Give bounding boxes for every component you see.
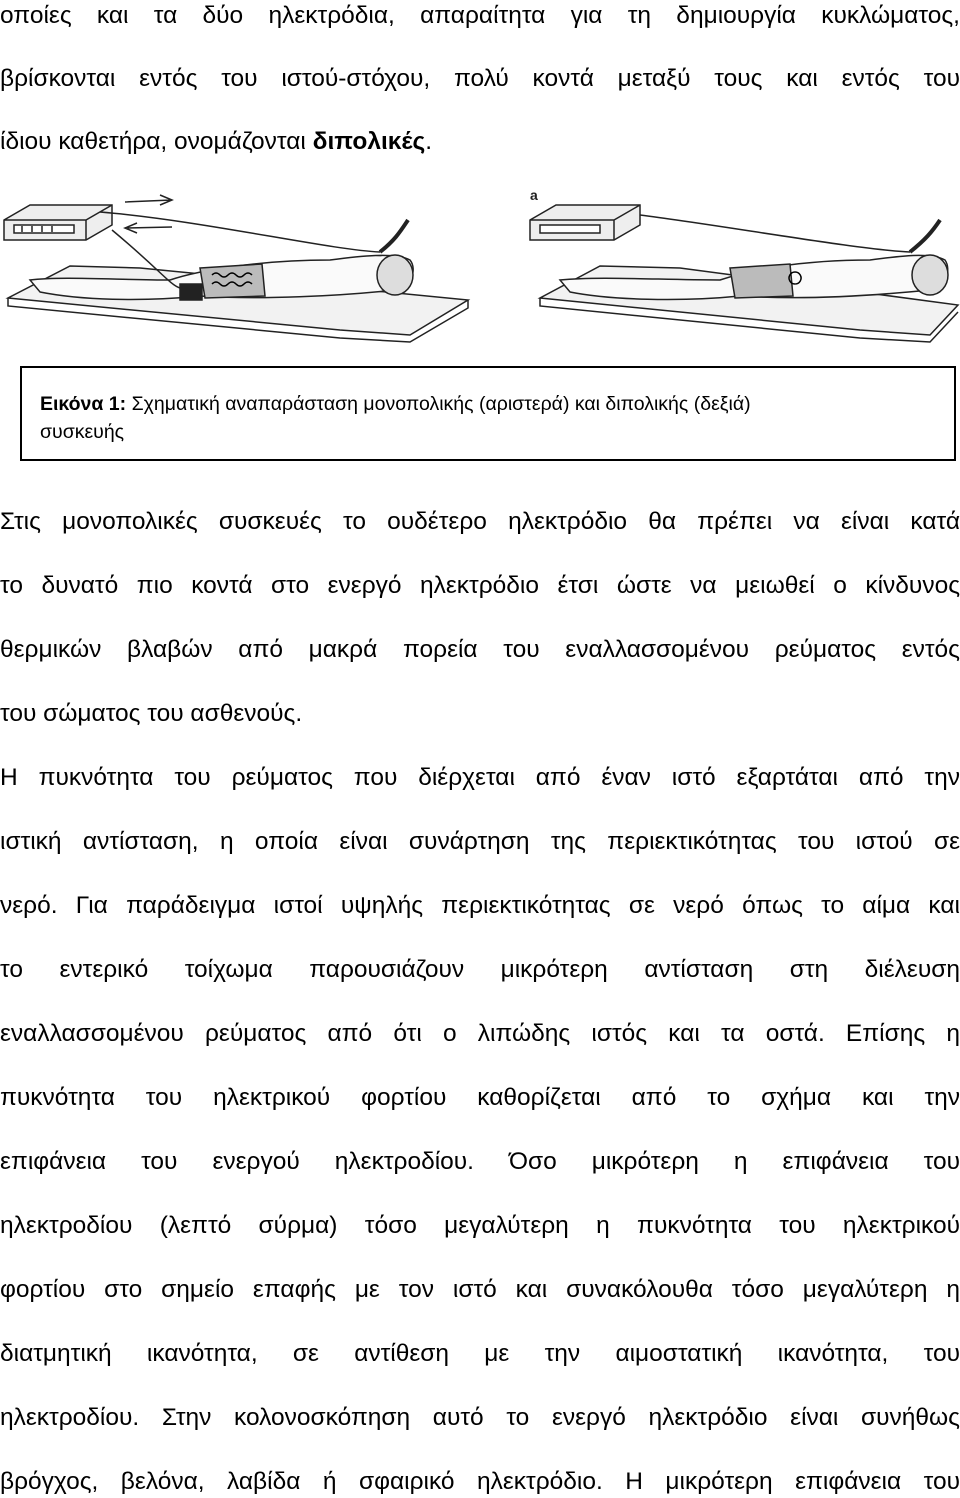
p2-line-3: νερό. Για παράδειγμα ιστοί υψηλής περιεκτικότητας σε νερό όπως το αίμα και xyxy=(0,892,960,919)
intro-line-3-period: . xyxy=(425,128,433,155)
p2-line-12: βρόγχος, βελόνα, λαβίδα ή σφαιρικό ηλεκτρόδιο. Η μικρότερη επιφάνεια του xyxy=(0,1468,960,1495)
p2-line-8: ηλεκτροδίου (λεπτό σύρμα) τόσο μεγαλύτερη η πυκνότητα του ηλεκτρικού xyxy=(0,1212,960,1239)
intro-line-1: οποίες και τα δύο ηλεκτρόδια, απαραίτητα για τη δημιουργία κυκλώματος, xyxy=(0,2,960,29)
p2-line-6: πυκνότητα του ηλεκτρικού φορτίου καθορίζεται από το σχήμα και την xyxy=(0,1084,960,1111)
caption-line-2: συσκευής xyxy=(40,421,125,443)
panel-label-right: a xyxy=(530,187,538,203)
generator-right xyxy=(530,205,640,240)
figure-caption xyxy=(20,366,956,461)
return-pad xyxy=(180,284,202,300)
p2-line-5: εναλλασσομένου ρεύματος από ότι ο λιπώδης ιστός και τα οστά. Επίσης η xyxy=(0,1020,960,1047)
electrosurgery-illustration xyxy=(0,180,960,360)
p2-line-1: Η πυκνότητα του ρεύματος που διέρχεται από έναν ιστό εξαρτάται από την xyxy=(0,764,960,791)
arrow-in-icon xyxy=(125,223,172,233)
bipolar-term: διπολικές xyxy=(312,128,426,155)
p2-line-10: διατμητική ικανότητα, σε αντίθεση με την αιμοστατική ικανότητα, του xyxy=(0,1340,960,1367)
caption-text: Σχηματική αναπαράσταση μονοπολικής (αριστερά) και διπολικής (δεξιά) xyxy=(126,393,751,415)
p2-line-4: το εντερικό τοίχωμα παρουσιάζουν μικρότερη αντίσταση στη διέλευση xyxy=(0,956,960,983)
p1-line-4: του σώματος του ασθενούς. xyxy=(0,700,303,727)
p1-line-1: Στις μονοπολικές συσκευές το ουδέτερο ηλεκτρόδιο θα πρέπει να είναι κατά xyxy=(0,508,960,535)
intro-line-3-text: ίδιου καθετήρα, ονομάζονται xyxy=(0,128,313,155)
caption-line-1 xyxy=(40,392,751,416)
p1-line-2: το δυνατό πιο κοντά στο ενεργό ηλεκτρόδιο έτσι ώστε να μειωθεί ο κίνδυνος xyxy=(0,572,960,599)
p1-line-3: θερμικών βλαβών από μακρά πορεία του εναλλασσομένου ρεύματος εντός xyxy=(0,636,960,663)
monopolar-setup xyxy=(4,195,468,342)
bipolar-setup xyxy=(530,187,958,342)
p2-line-7: επιφάνεια του ενεργού ηλεκτροδίου. Όσο μικρότερη η επιφάνεια του xyxy=(0,1148,960,1175)
caption-label: Εικόνα 1: xyxy=(40,393,127,415)
p2-line-11: ηλεκτροδίου. Στην κολονοσκόπηση αυτό το ενεργό ηλεκτρόδιο είναι συνήθως xyxy=(0,1404,960,1431)
arrow-out-icon xyxy=(125,195,172,205)
intro-line-2: βρίσκονται εντός του ιστού-στόχου, πολύ κοντά μεταξύ τους και εντός του xyxy=(0,65,960,92)
p2-line-2: ιστική αντίσταση, η οποία είναι συνάρτηση της περιεκτικότητας του ιστού σε xyxy=(0,828,960,855)
generator-left xyxy=(4,205,112,240)
intro-line-3 xyxy=(0,127,960,157)
p2-line-9: φορτίου στο σημείο επαφής με τον ιστό και συνακόλουθα τόσο μεγαλύτερη η xyxy=(0,1276,960,1303)
